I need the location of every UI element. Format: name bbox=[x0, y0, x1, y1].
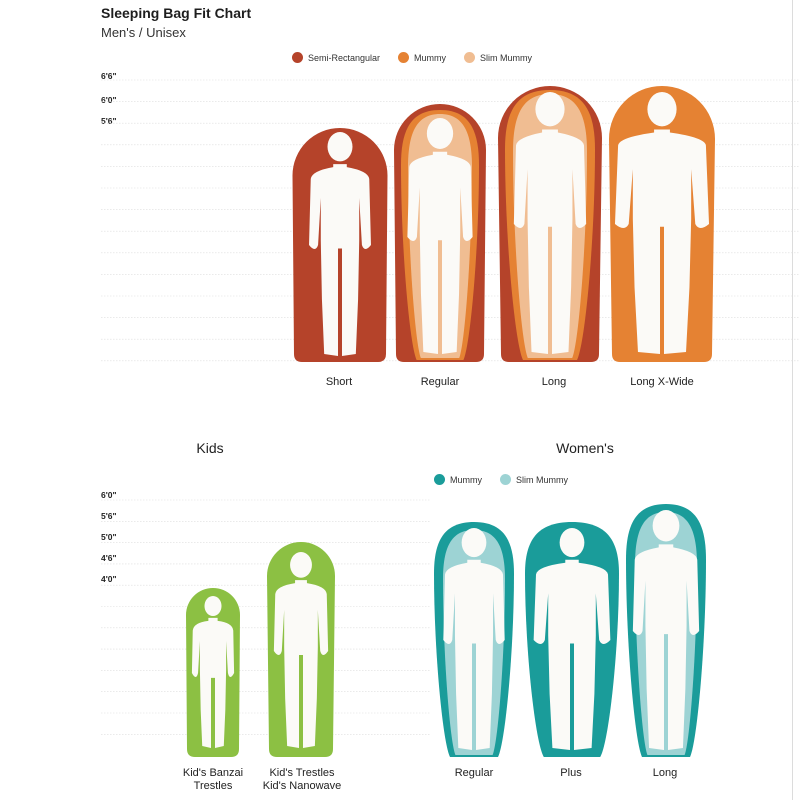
figure-long-x-wide-head bbox=[647, 92, 676, 126]
kids-category-label: Kid's Trestles Kid's Nanowave bbox=[262, 767, 342, 792]
mens-section-title: Men's / Unisex bbox=[101, 25, 186, 40]
figure-long-head bbox=[535, 92, 564, 126]
chart-title: Sleeping Bag Fit Chart bbox=[101, 5, 252, 21]
mens-tick-label: 5'6" bbox=[101, 116, 117, 126]
womens-category-label: Long bbox=[652, 767, 678, 779]
kids-tick-label: 6'0" bbox=[101, 490, 117, 500]
legend-mummy: Mummy bbox=[398, 52, 446, 63]
figure-womens-regular-head bbox=[462, 528, 487, 557]
figure-kids-trestles-head bbox=[290, 552, 312, 578]
mens-category-label: Long bbox=[541, 376, 567, 388]
mens-category-label: Short bbox=[325, 376, 353, 388]
legend-womens-slim-mummy: Slim Mummy bbox=[500, 474, 568, 485]
kids-tick-label: 5'0" bbox=[101, 532, 117, 542]
sleeping-bags bbox=[186, 86, 715, 757]
mens-tick-label: 6'0" bbox=[101, 95, 117, 105]
figure-womens-plus-head bbox=[560, 528, 585, 557]
kids-tick-label: 5'6" bbox=[101, 511, 117, 521]
kids-tick-label: 4'6" bbox=[101, 553, 117, 563]
mens-category-label: Long X-Wide bbox=[630, 376, 694, 388]
figure-short-head bbox=[328, 132, 353, 161]
mens-category-label: Regular bbox=[420, 376, 460, 388]
legend-womens-mummy: Mummy bbox=[434, 474, 482, 485]
womens-category-label: Plus bbox=[560, 767, 582, 779]
kids-tick-label: 4'0" bbox=[101, 574, 117, 584]
figure-womens-long-head bbox=[653, 510, 680, 541]
figure-kids-banzai-head bbox=[204, 596, 221, 616]
legend-slim-mummy: Slim Mummy bbox=[464, 52, 532, 63]
kids-section-title: Kids bbox=[196, 440, 224, 456]
figure-regular-head bbox=[427, 118, 453, 149]
womens-category-label: Regular bbox=[454, 767, 494, 779]
legend-semi-rectangular: Semi-Rectangular bbox=[292, 52, 380, 63]
womens-section-title: Women's bbox=[556, 440, 614, 456]
mens-tick-label: 6'6" bbox=[101, 71, 117, 81]
kids-category-label: Kid's Banzai Trestles bbox=[182, 767, 244, 792]
